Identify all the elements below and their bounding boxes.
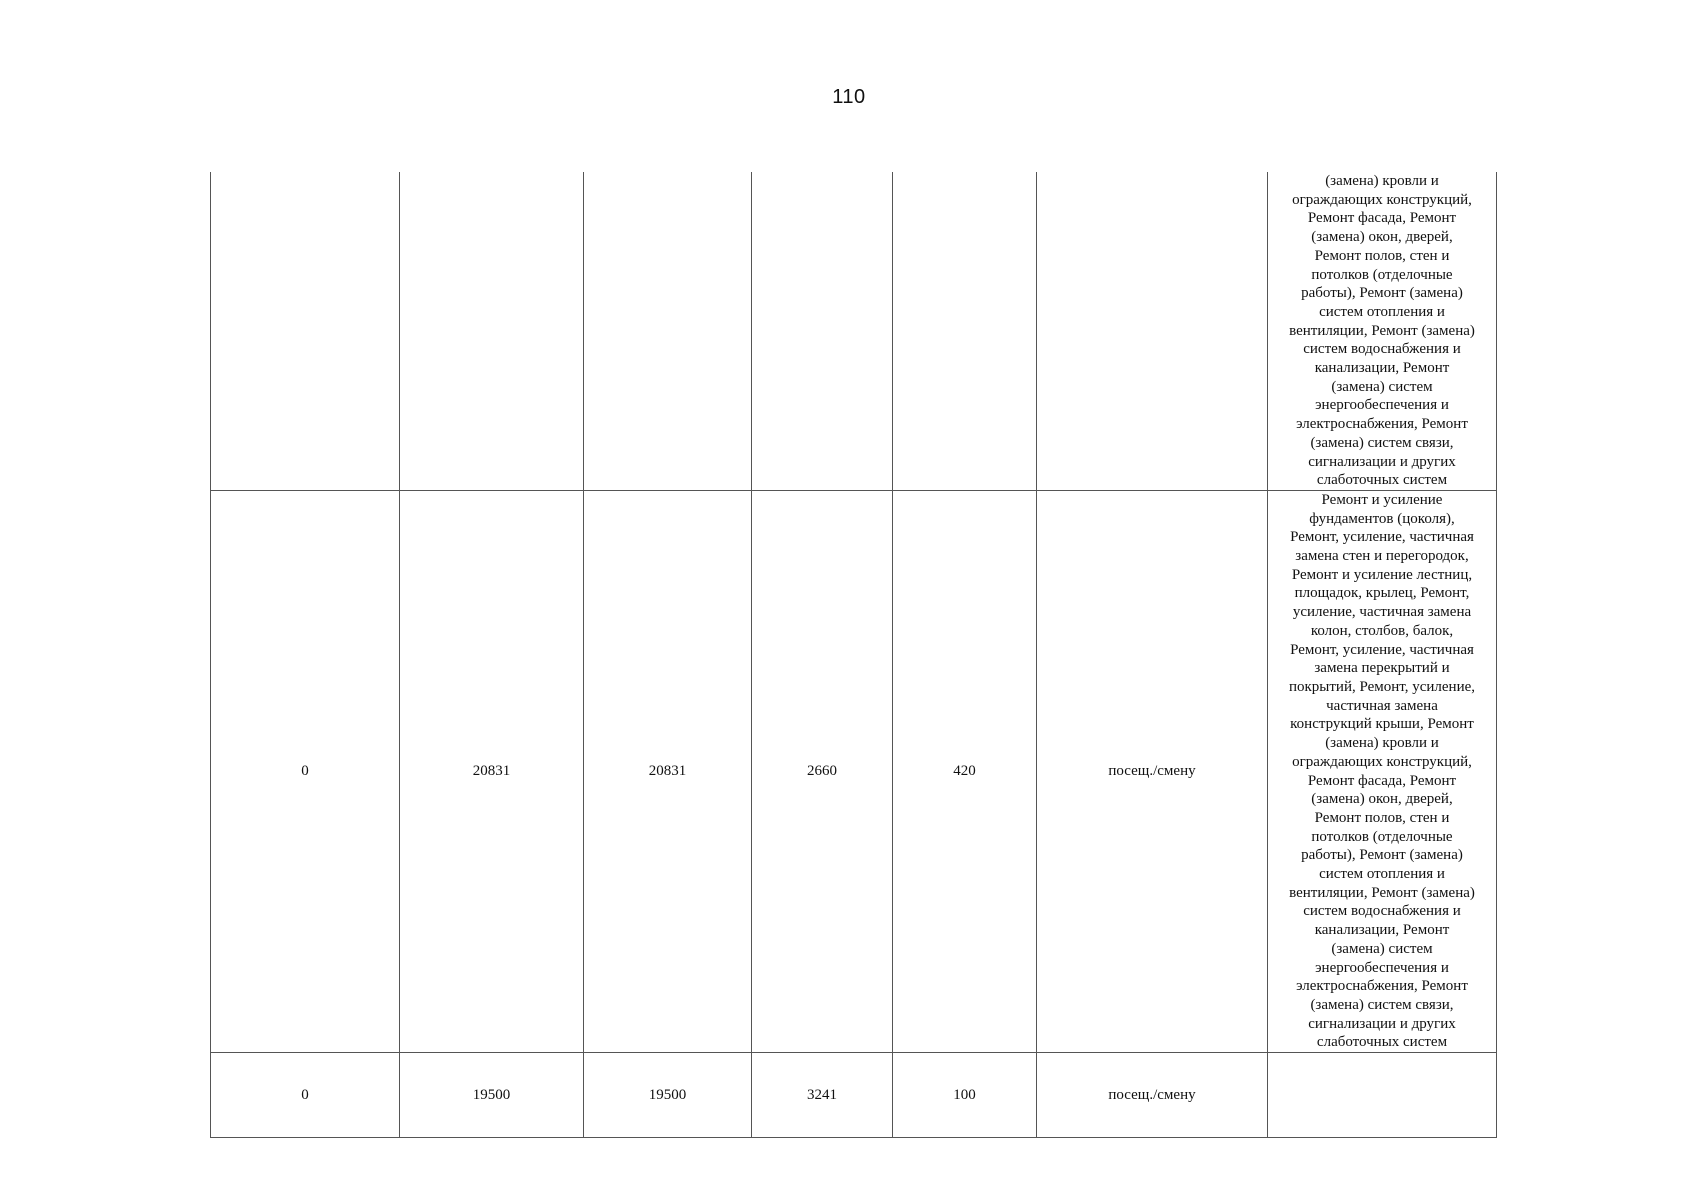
table-cell: 20831: [584, 490, 752, 1052]
works-line: систем отопления и: [1319, 303, 1445, 320]
works-line: (замена) систем связи,: [1310, 434, 1454, 451]
works-line: потолков (отделочные: [1311, 266, 1453, 283]
works-line: систем водоснабжения и: [1303, 903, 1461, 920]
works-line: покрытий, Ремонт, усиление,: [1288, 678, 1476, 695]
works-cell: [1268, 1053, 1497, 1138]
table-cell: [893, 172, 1037, 490]
works-line: (замена) систем связи,: [1310, 996, 1454, 1013]
works-line: систем отопления и: [1319, 866, 1445, 883]
works-line: (замена) кровли и: [1325, 735, 1439, 752]
works-cell: [1268, 490, 1497, 1052]
works-line: фундаментов (цоколя),: [1309, 510, 1455, 527]
table-cell: 0: [211, 1053, 400, 1138]
works-line: конструкций крыши, Ремонт: [1290, 716, 1474, 733]
works-line: электроснабжения, Ремонт: [1296, 978, 1468, 995]
table-cell: посещ./смену: [1037, 1053, 1268, 1138]
table-cell: 0: [211, 490, 400, 1052]
works-line: слаботочных систем: [1316, 1034, 1448, 1051]
works-line: Ремонт и усиление лестниц,: [1291, 566, 1473, 583]
table-cell: 2660: [752, 490, 893, 1052]
table-cell: 19500: [400, 1053, 584, 1138]
works-line: работы), Ремонт (замена): [1301, 847, 1463, 864]
table-cell: 100: [893, 1053, 1037, 1138]
works-line: канализации, Ремонт: [1314, 922, 1450, 939]
works-line: систем водоснабжения и: [1303, 341, 1461, 358]
works-line: ограждающих конструкций,: [1292, 753, 1472, 770]
works-line: замена стен и перегородок,: [1295, 548, 1469, 565]
table-row: [211, 172, 1497, 490]
works-line: площадок, крылец, Ремонт,: [1294, 585, 1470, 602]
works-line: (замена) окон, дверей,: [1311, 791, 1453, 808]
works-line: замена перекрытий и: [1314, 660, 1450, 677]
works-line: Ремонт, усиление, частичная: [1290, 641, 1474, 658]
works-line: вентиляции, Ремонт (замена): [1289, 322, 1475, 339]
table-cell: 420: [893, 490, 1037, 1052]
works-line: энергообеспечения и: [1315, 397, 1449, 414]
works-line: работы), Ремонт (замена): [1301, 285, 1463, 302]
table-row: [211, 1053, 1497, 1138]
works-line: усиление, частичная замена: [1292, 604, 1472, 621]
works-line: колон, столбов, балок,: [1310, 622, 1454, 639]
data-table: [210, 172, 1497, 1138]
table-cell: [752, 172, 893, 490]
table-cell: [1037, 172, 1268, 490]
works-line: слаботочных систем: [1316, 472, 1448, 489]
works-text: [1278, 491, 1486, 1052]
works-line: электроснабжения, Ремонт: [1296, 416, 1468, 433]
page-number: 110: [832, 86, 866, 108]
table-cell: [400, 172, 584, 490]
works-text: [1278, 172, 1486, 490]
works-line: сигнализации и других: [1308, 1015, 1456, 1032]
table-cell: 19500: [584, 1053, 752, 1138]
table-cell: [211, 172, 400, 490]
works-line: Ремонт полов, стен и: [1314, 809, 1450, 826]
works-line: канализации, Ремонт: [1314, 360, 1450, 377]
table-cell: 20831: [400, 490, 584, 1052]
works-line: ограждающих конструкций,: [1292, 191, 1472, 208]
works-line: сигнализации и других: [1308, 453, 1456, 470]
works-line: (замена) кровли и: [1325, 173, 1439, 189]
works-line: частичная замена: [1326, 697, 1438, 714]
works-line: Ремонт, усиление, частичная: [1290, 529, 1474, 546]
table-cell: 3241: [752, 1053, 893, 1138]
works-line: (замена) окон, дверей,: [1311, 229, 1453, 246]
works-line: Ремонт фасада, Ремонт: [1307, 772, 1457, 789]
works-line: Ремонт полов, стен и: [1314, 247, 1450, 264]
works-cell: [1268, 172, 1497, 490]
works-line: потолков (отделочные: [1311, 828, 1453, 845]
table-cell: посещ./смену: [1037, 490, 1268, 1052]
works-line: вентиляции, Ремонт (замена): [1289, 884, 1475, 901]
works-line: (замена) систем: [1331, 378, 1433, 395]
works-line: (замена) систем: [1331, 940, 1433, 957]
works-line: энергообеспечения и: [1315, 959, 1449, 976]
table-cell: [584, 172, 752, 490]
table-row: [211, 490, 1497, 1052]
works-line: Ремонт и усиление: [1321, 491, 1443, 508]
works-line: Ремонт фасада, Ремонт: [1307, 210, 1457, 227]
